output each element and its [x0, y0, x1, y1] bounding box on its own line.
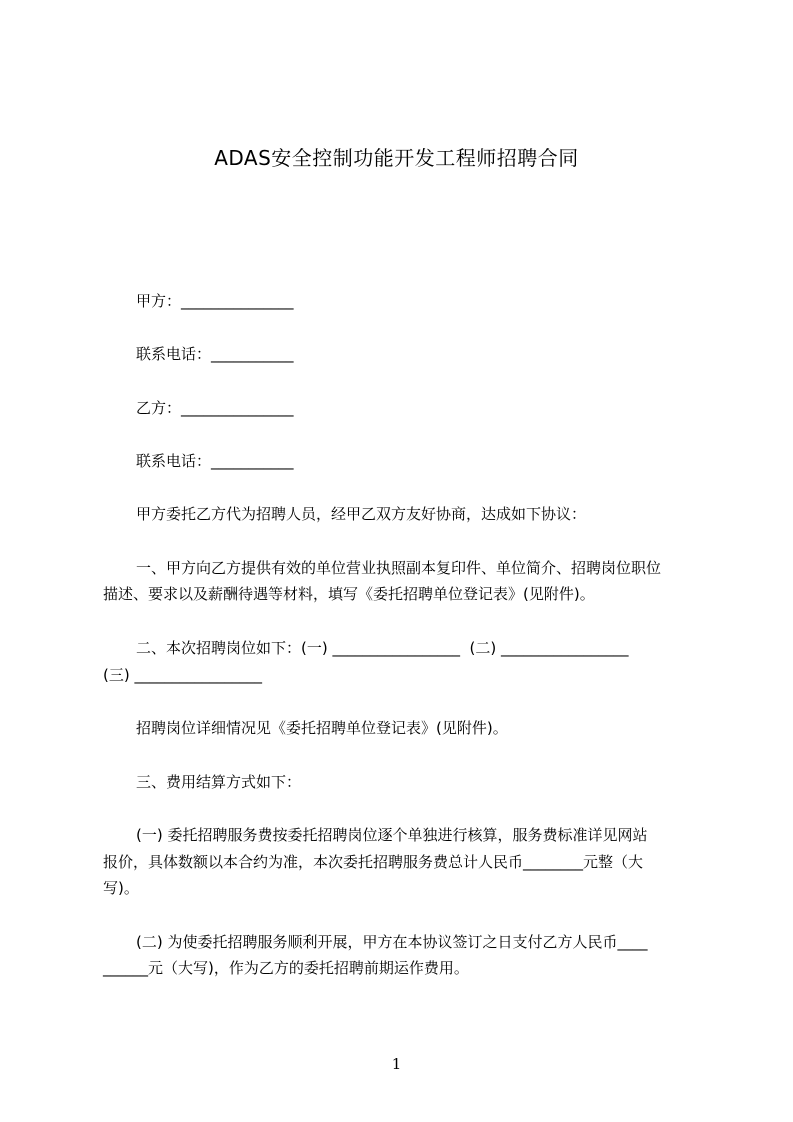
- clause-3-heading: 三、费用结算方式如下：: [136, 773, 302, 791]
- page-number: 1: [391, 1055, 402, 1073]
- party-b-field: 乙方：_______________: [136, 399, 294, 417]
- party-a-phone-field: 联系电话：___________: [136, 345, 294, 363]
- clause-3-2-line-2: ______元（大写)，作为乙方的委托招聘前期运作费用。: [103, 959, 469, 977]
- clause-3-1-line-1: (一) 委托招聘服务费按委托招聘岗位逐个单独进行核算，服务费标准详见网站: [136, 826, 648, 844]
- clause-3-2-line-1: (二) 为使委托招聘服务顺利开展，甲方在本协议签订之日支付乙方人民币____: [136, 933, 648, 951]
- clause-2-detail: 招聘岗位详细情况见《委托招聘单位登记表》(见附件)。: [136, 719, 508, 737]
- clause-3-1-line-2: 报价，具体数额以本合约为准，本次委托招聘服务费总计人民币________元整（大: [103, 853, 644, 871]
- party-a-field: 甲方：_______________: [136, 292, 294, 310]
- clause-2-line-1: 二、本次招聘岗位如下：(一) _________________ (二) _________________: [136, 639, 629, 657]
- document-title: ADAS安全控制功能开发工程师招聘合同: [214, 146, 579, 170]
- clause-2-line-2: (三) _________________: [103, 666, 262, 684]
- intro-paragraph: 甲方委托乙方代为招聘人员，经甲乙双方友好协商，达成如下协议：: [136, 505, 587, 523]
- party-b-phone-field: 联系电话：___________: [136, 452, 294, 470]
- clause-1-line-1: 一、甲方向乙方提供有效的单位营业执照副本复印件、单位简介、招聘岗位职位: [136, 559, 662, 577]
- clause-1-line-2: 描述、要求以及薪酬待遇等材料，填写《委托招聘单位登记表》(见附件)。: [103, 585, 595, 603]
- clause-3-1-line-3: 写)。: [103, 879, 139, 897]
